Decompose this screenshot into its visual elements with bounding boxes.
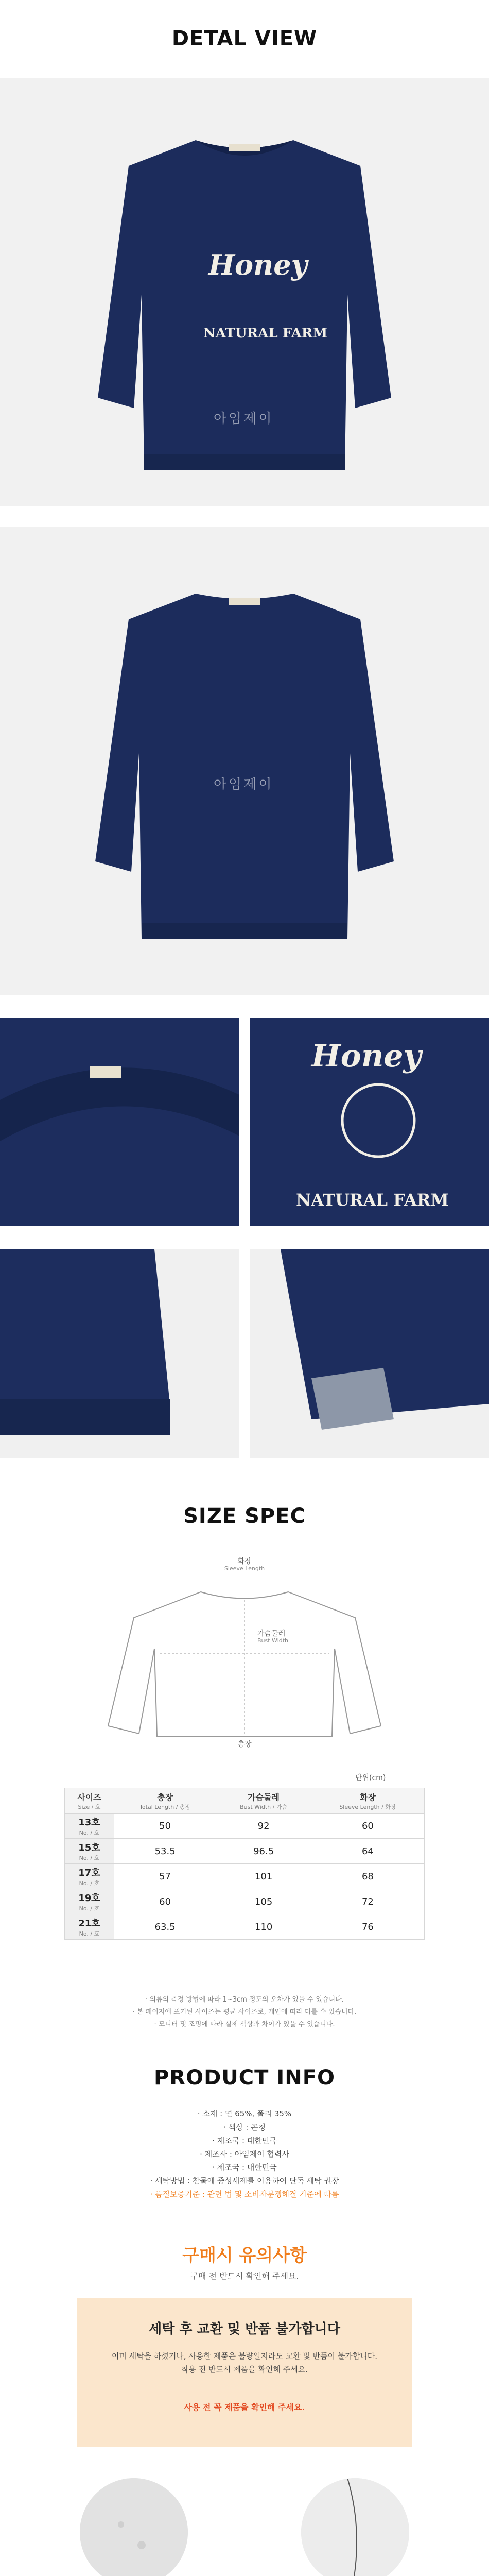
unit-label: 단위(cm)	[355, 1774, 386, 1782]
product-info-list: · 소재 : 면 65%, 폴리 35% · 색상 : 곤청 · 제조국 : 대한민국 · 제조사 : 아임제이 협력사 · 제조국 : 대한민국 · 세탁방법 : 찬물에 중성세제를 이용하여 단독 세탁 권장 · 품질보증기준 : 관련 법 및 소비자분쟁해결 기준에 따름	[150, 2109, 339, 2199]
graphic-closeup-photo	[250, 1018, 489, 1226]
size-notes: · 의류의 측정 방법에 따라 1~3cm 정도의 오차가 있을 수 있습니다. · 본 페이지에 표기된 사이즈는 평균 사이즈로, 개인에 따라 다를 수 있습니다. · 모니터 및 조명에 따라 실제 색상과 차이가 있을 수 있습니다.	[132, 1996, 357, 2028]
product-photo-back	[0, 527, 489, 995]
size-spec-table	[64, 1788, 425, 1940]
caution-box	[77, 2298, 412, 2447]
size-spec-title: SIZE SPEC	[183, 1504, 306, 1528]
caution-heading: 세탁 후 교환 및 반품 불가합니다	[149, 2321, 340, 2337]
product-photo-front	[0, 78, 489, 506]
watermark: 아임제이	[214, 411, 274, 427]
sweatshirt-front-image	[0, 78, 489, 506]
graphic-natural-farm-text: NATURAL FARM	[296, 1190, 449, 1210]
color-photo	[301, 2478, 409, 2576]
collar-closeup-photo	[0, 1018, 239, 1226]
graphic-natural-farm-text: NATURAL FARM	[203, 326, 328, 341]
fabric-fuzz-image	[80, 2478, 188, 2576]
sleeve-sub: Sleeve Length	[224, 1565, 265, 1572]
spec-header-size: 사이즈 Size / 호	[65, 1788, 114, 1814]
caution-highlight: 사용 전 꼭 제품을 확인해 주세요.	[184, 2402, 305, 2412]
caution-title: 구매시 유의사항	[182, 2245, 307, 2266]
sweatshirt-outline-diagram	[93, 1556, 396, 1752]
graphic-honey-text: Honey	[208, 248, 308, 281]
sleeve-label: 화장	[237, 1557, 252, 1566]
detail-view-title: DETAL VIEW	[171, 27, 318, 50]
cuff-closeup-photo	[0, 1249, 239, 1458]
cuff-closeup-image	[0, 1249, 239, 1458]
collar-closeup-image	[0, 1018, 239, 1226]
total-length-label: 총장	[237, 1740, 252, 1749]
chest-sub: Bust Width	[257, 1637, 289, 1644]
watermark: 아임제이	[214, 777, 274, 792]
table-row: 13호 No. / 호 50 92 60	[65, 1814, 425, 1839]
product-info-title: PRODUCT INFO	[153, 2066, 336, 2090]
graphic-honey-text: Honey	[311, 1038, 422, 1074]
table-row: 19호 No. / 호 60 105 72	[65, 1889, 425, 1914]
fuzz-photo	[80, 2478, 188, 2576]
spec-header-total: 총장 Total Length / 총장	[114, 1788, 216, 1814]
chest-label: 가슴둘레	[257, 1630, 286, 1638]
fabric-color-image	[301, 2478, 409, 2576]
spec-header-sleeve: 화장 Sleeve Length / 화장	[311, 1788, 424, 1814]
size-diagram	[93, 1556, 396, 1752]
spec-header-bust: 가슴둘레 Bust Width / 가슴	[216, 1788, 311, 1814]
sweatshirt-back-image	[0, 527, 489, 995]
lining-closeup-photo	[250, 1249, 489, 1458]
caution-subtitle: 구매 전 반드시 확인해 주세요.	[190, 2271, 299, 2281]
table-row: 15호 No. / 호 53.5 96.5 64	[65, 1839, 425, 1864]
table-row: 17호 No. / 호 57 101 68	[65, 1864, 425, 1889]
lining-closeup-image	[250, 1249, 489, 1458]
caution-body: 이미 세탁을 하셨거나, 사용한 제품은 불량일지라도 교환 및 반품이 불가합니다. 착용 전 반드시 제품을 확인해 주세요.	[111, 2351, 378, 2374]
table-row: 21호 No. / 호 63.5 110 76	[65, 1914, 425, 1940]
